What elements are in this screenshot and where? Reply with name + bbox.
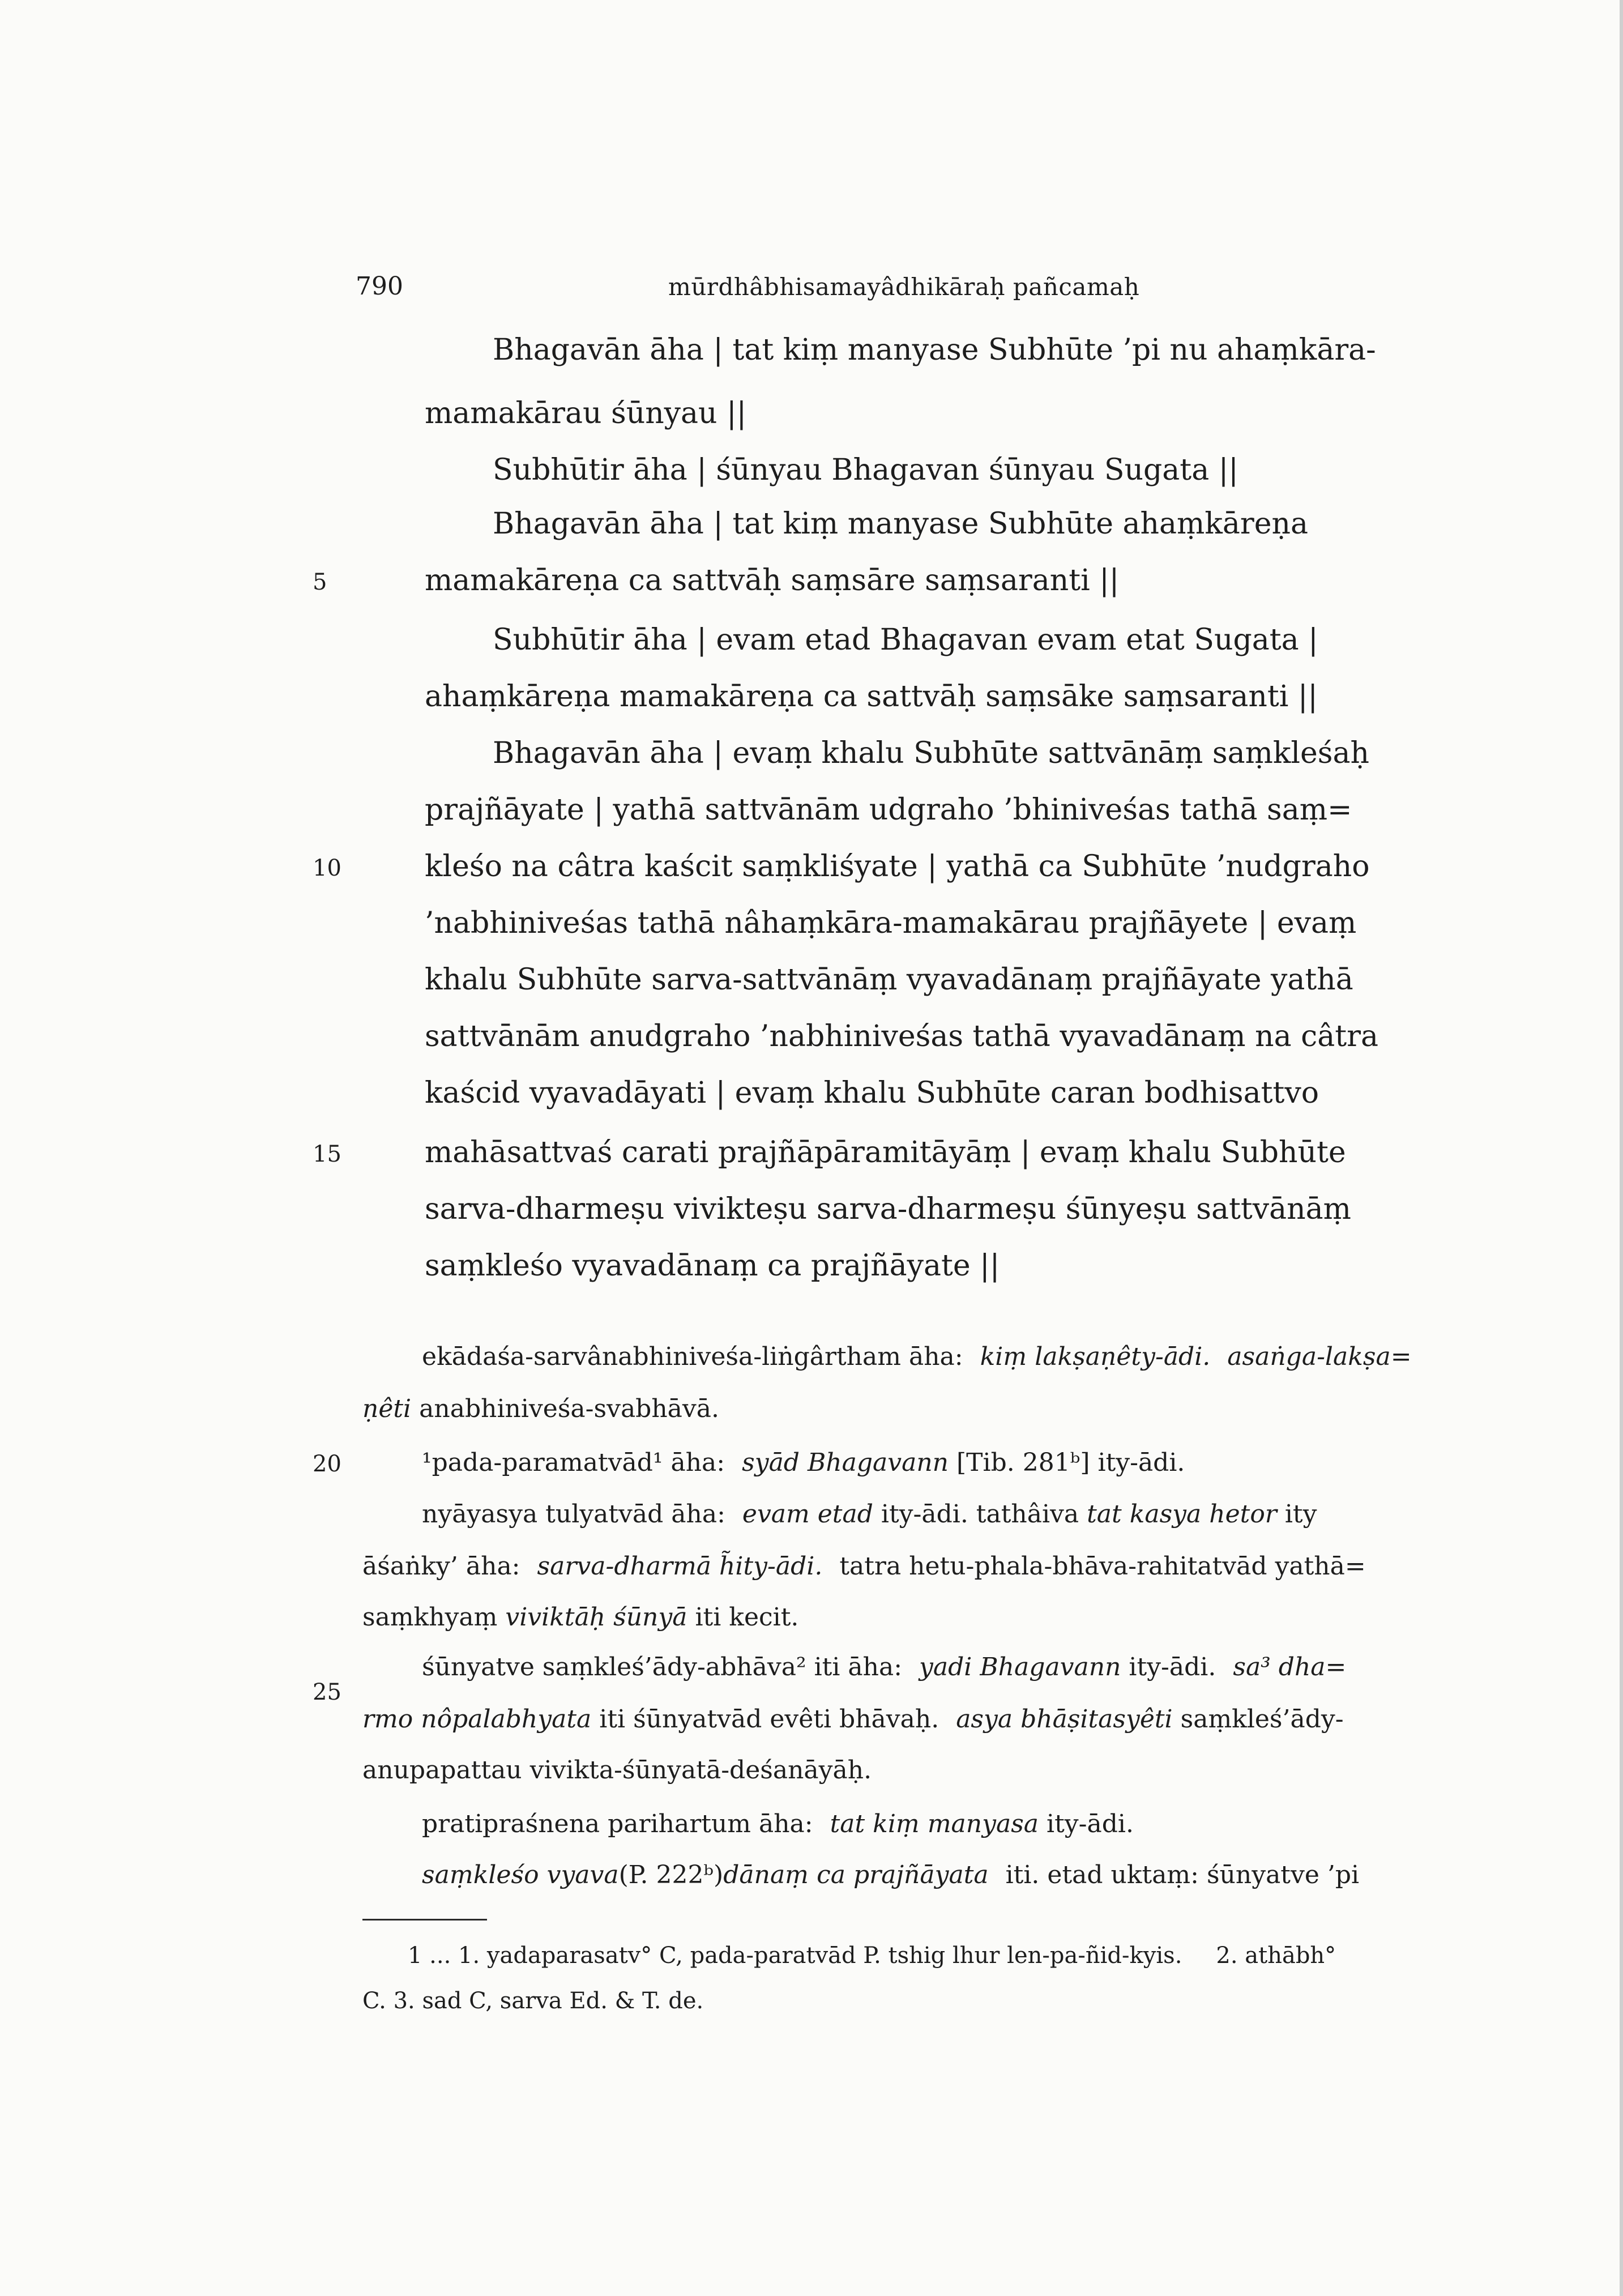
commentary-line-10 (422, 1810, 1134, 1838)
commentary-citation: ṇêti (362, 1394, 412, 1423)
commentary-text: iti. etad uktaṃ: śūnyatve ’pi (1005, 1860, 1360, 1889)
commentary-text: anabhiniveśa-svabhāvā. (419, 1394, 719, 1423)
text-line-11: ’nabhiniveśas tathā nâhaṃkāra-mamakārau prajñāyete | evaṃ (425, 906, 1357, 940)
commentary-line-8 (362, 1705, 1344, 1734)
commentary-line-3 (422, 1448, 1185, 1477)
commentary-text: saṃkleś’ādy- (1180, 1705, 1344, 1734)
text-line-16: sarva-dharmeṣu vivikteṣu sarva-dharmeṣu śūnyeṣu sattvānāṃ (425, 1192, 1351, 1226)
commentary-line-9 (362, 1756, 872, 1785)
text-line-2: mamakārau śūnyau || (425, 396, 747, 430)
commentary-line-2 (362, 1394, 719, 1423)
text-line-17: saṃkleśo vyavadānaṃ ca prajñāyate || (425, 1249, 1000, 1283)
line-number-25: 25 (313, 1679, 341, 1705)
commentary-text: āśaṅky’ āha: (362, 1552, 520, 1581)
commentary-citation: evam etad (742, 1500, 873, 1529)
commentary-text: pratipraśnena parihartum āha: (422, 1810, 813, 1838)
commentary-text: anupapattau vivikta-śūnyatā-deśanāyāḥ. (362, 1756, 872, 1785)
commentary-text: ¹pada-paramatvād¹ āha: (422, 1448, 725, 1477)
commentary-citation: syād Bhagavann (742, 1448, 949, 1477)
footnote-text: 2. athābh° (1216, 1943, 1336, 1969)
commentary-citation: tat kasya hetor (1087, 1500, 1277, 1529)
text-line-3: Subhūtir āha | śūnyau Bhagavan śūnyau Sugata || (493, 453, 1238, 487)
commentary-line-1 (422, 1342, 1412, 1371)
commentary-line-5 (362, 1552, 1366, 1581)
footnote-rule (362, 1919, 487, 1921)
commentary-text: (P. 222ᵇ) (618, 1860, 724, 1889)
commentary-text: śūnyatve saṃkleś’ādy-abhāva² iti āha: (422, 1653, 903, 1682)
running-title: mūrdhâbhisamayâdhikāraḥ pañcamaḥ (668, 273, 1140, 301)
commentary-text: ity-ādi. (1047, 1810, 1134, 1838)
commentary-citation: asaṅga-lakṣa= (1227, 1342, 1412, 1371)
line-number-15: 15 (313, 1141, 341, 1167)
text-line-5: mamakāreṇa ca sattvāḥ saṃsāre saṃsaranti || (425, 564, 1120, 598)
text-line-1: Bhagavān āha | tat kiṃ manyase Subhūte ’pi nu ahaṃkāra- (493, 333, 1376, 367)
commentary-citation: sarva-dharmā h̃ity-ādi. (537, 1552, 823, 1581)
commentary-text: iti kecit. (695, 1603, 799, 1632)
line-number-20: 20 (313, 1451, 341, 1477)
commentary-text: ity-ādi. tathâiva (881, 1500, 1079, 1529)
text-line-4: Bhagavān āha | tat kiṃ manyase Subhūte ahaṃkāreṇa (493, 507, 1308, 541)
text-line-7: ahaṃkāreṇa mamakāreṇa ca sattvāḥ saṃsāke saṃsaranti || (425, 680, 1318, 714)
commentary-text: ity-ādi. (1129, 1653, 1216, 1682)
text-line-12: khalu Subhūte sarva-sattvānāṃ vyavadānaṃ prajñāyate yathā (425, 963, 1353, 997)
line-number-10: 10 (313, 855, 341, 881)
commentary-citation: yadi Bhagavann (919, 1653, 1121, 1682)
commentary-line-11 (422, 1860, 1359, 1889)
commentary-citation: tat kiṃ manyasa (830, 1810, 1039, 1838)
commentary-citation: sa³ dha= (1233, 1653, 1347, 1682)
commentary-line-4 (422, 1500, 1317, 1529)
commentary-text: ity (1284, 1500, 1317, 1529)
page-number: 790 (356, 272, 403, 301)
commentary-text: saṃkhyaṃ (362, 1603, 498, 1632)
footnote-line-1 (408, 1943, 1336, 1969)
footnote-text: 1 ... 1. yadaparasatv° C, pada-paratvād P. tshig lhur len-pa-ñid-kyis. (408, 1943, 1182, 1969)
commentary-citation: viviktāḥ śūnyā (505, 1603, 687, 1632)
text-line-14: kaścid vyavadāyati | evaṃ khalu Subhūte caran bodhisattvo (425, 1076, 1319, 1110)
commentary-text: ekādaśa-sarvânabhiniveśa-liṅgârtham āha: (422, 1342, 963, 1371)
commentary-line-6 (362, 1603, 798, 1632)
commentary-citation: kiṃ lakṣaṇêty-ādi. (980, 1342, 1211, 1371)
commentary-citation: dānaṃ ca prajñāyata (723, 1860, 989, 1889)
text-line-9: prajñāyate | yathā sattvānām udgraho ’bhiniveśas tathā saṃ= (425, 793, 1352, 827)
text-line-8: Bhagavān āha | evaṃ khalu Subhūte sattvānāṃ saṃkleśaḥ (493, 736, 1369, 770)
commentary-citation: asya bhāṣitasyêti (956, 1705, 1173, 1734)
commentary-line-7 (422, 1653, 1346, 1682)
text-line-10: kleśo na câtra kaścit saṃkliśyate | yathā ca Subhūte ’nudgraho (425, 850, 1370, 884)
commentary-citation: saṃkleśo vyava (422, 1860, 619, 1889)
text-line-6: Subhūtir āha | evam etad Bhagavan evam etat Sugata | (493, 623, 1318, 657)
footnote-line-2: C. 3. sad C, sarva Ed. & T. de. (362, 1988, 704, 2014)
page-edge (1620, 0, 1623, 2296)
line-number-5: 5 (313, 569, 327, 595)
text-line-15: mahāsattvaś carati prajñāpāramitāyāṃ | evaṃ khalu Subhūte (425, 1136, 1346, 1170)
text-line-13: sattvānām anudgraho ’nabhiniveśas tathā vyavadānaṃ na câtra (425, 1019, 1379, 1053)
commentary-text: tatra hetu-phala-bhāva-rahitatvād yathā= (839, 1552, 1366, 1581)
commentary-text: nyāyasya tulyatvād āha: (422, 1500, 725, 1529)
commentary-text: iti śūnyatvād evêti bhāvaḥ. (599, 1705, 939, 1734)
commentary-citation: rmo nôpalabhyata (362, 1705, 592, 1734)
commentary-text: [Tib. 281ᵇ] ity-ādi. (956, 1448, 1185, 1477)
